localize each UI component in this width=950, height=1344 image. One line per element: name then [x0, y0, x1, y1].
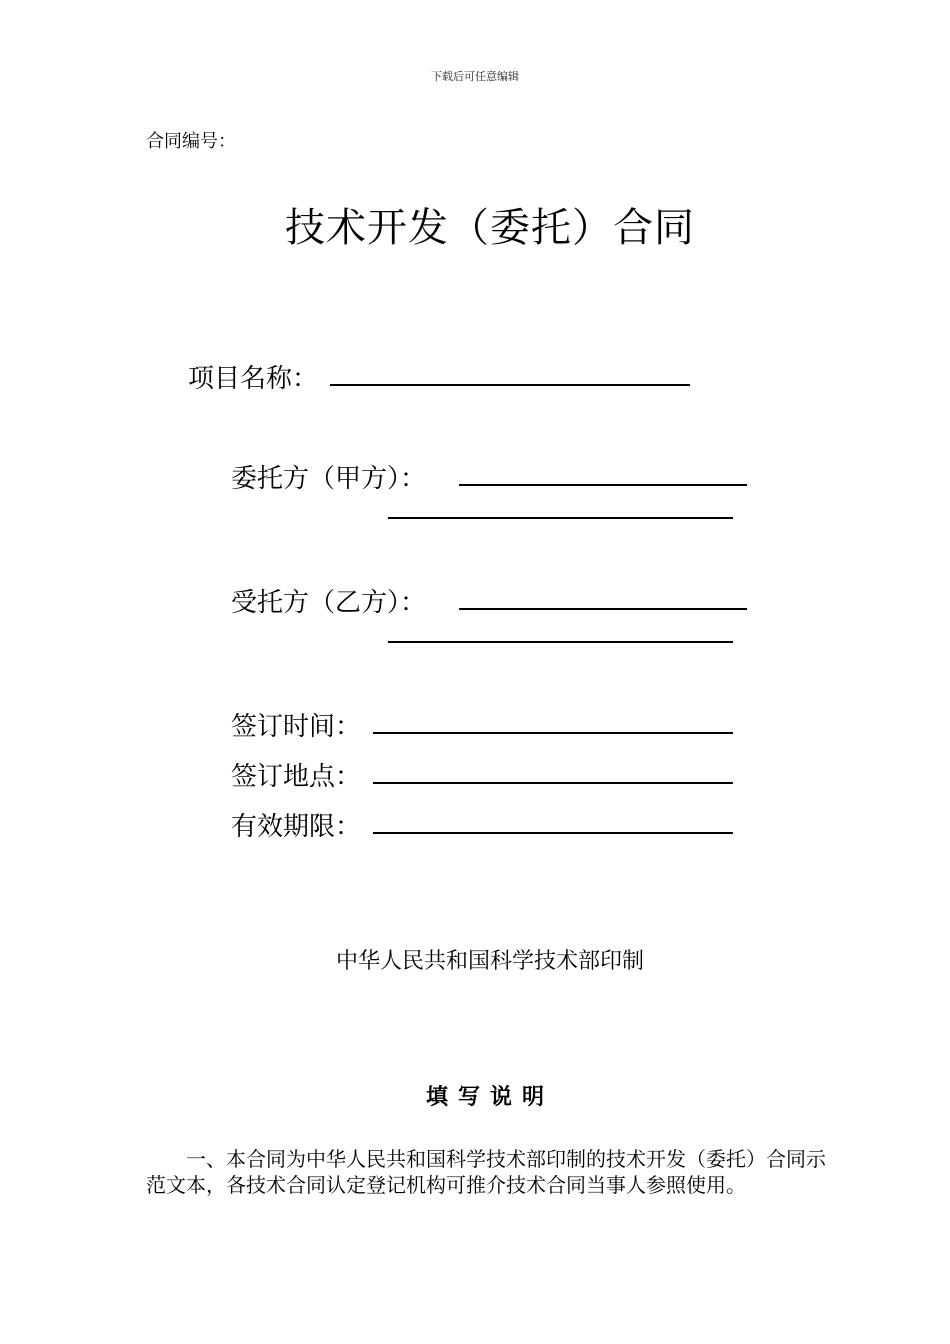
- project-name-line[interactable]: [330, 384, 690, 386]
- instructions-paragraph: 一、本合同为中华人民共和国科学技术部印制的技术开发（委托）合同示范文本，各技术合同认定登记机构可推介技术合同当事人参照使用。: [146, 1147, 826, 1197]
- party-b-label: 受托方（乙方）：: [231, 588, 427, 618]
- validity-line[interactable]: [373, 832, 733, 834]
- party-a-line-2[interactable]: [388, 517, 733, 519]
- header-note: 下载后可任意编辑: [431, 70, 519, 83]
- party-a-label: 委托方（甲方）：: [231, 464, 427, 494]
- contract-number-label: 合同编号：: [146, 131, 236, 152]
- document-title: 技术开发（委托）合同: [285, 205, 695, 251]
- publisher-text: 中华人民共和国科学技术部印制: [335, 949, 644, 974]
- party-b-line[interactable]: [459, 608, 747, 610]
- project-name-label: 项目名称：: [188, 364, 319, 394]
- sign-time-label: 签订时间：: [231, 712, 362, 742]
- sign-place-line[interactable]: [373, 782, 733, 784]
- instructions-title: 填写说明: [425, 1085, 554, 1110]
- sign-time-line[interactable]: [373, 732, 733, 734]
- party-b-line-2[interactable]: [388, 641, 733, 643]
- validity-label: 有效期限：: [231, 812, 362, 842]
- sign-place-label: 签订地点：: [231, 762, 362, 792]
- party-a-line[interactable]: [459, 484, 747, 486]
